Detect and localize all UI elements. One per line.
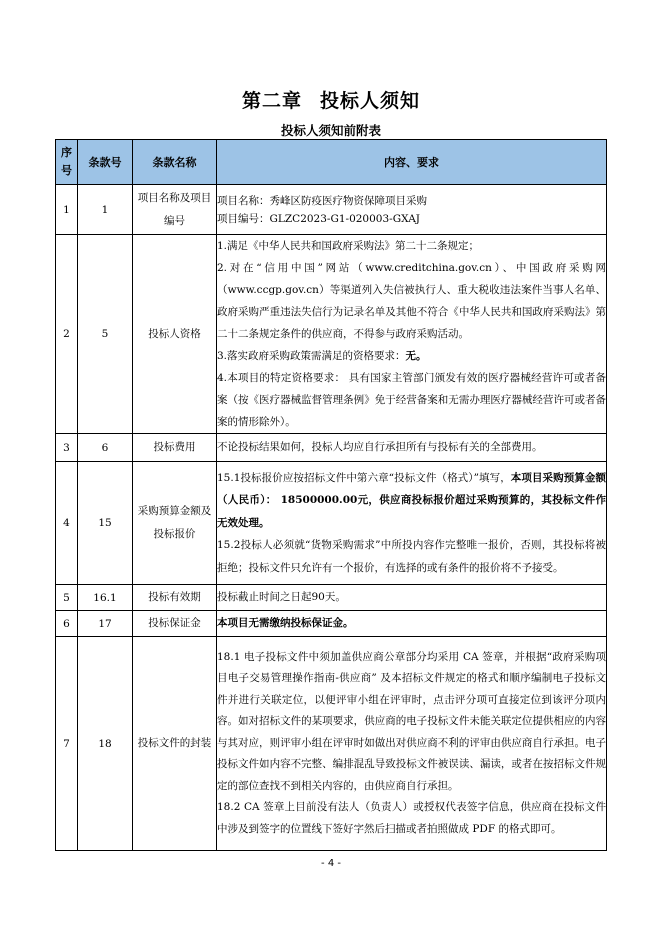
table-row bbox=[56, 235, 607, 434]
row-seq: 1 bbox=[56, 185, 78, 235]
row-seq: 7 bbox=[56, 637, 78, 851]
page-title bbox=[0, 86, 662, 113]
table-row bbox=[56, 585, 607, 611]
row-content bbox=[217, 235, 607, 434]
row-clause: 15 bbox=[78, 462, 133, 585]
row-clause-name: 投标费用 bbox=[133, 434, 217, 462]
page-number: - 4 - bbox=[321, 858, 341, 869]
row-clause: 1 bbox=[78, 185, 133, 235]
project-code-line: 项目编号：GLZC2023-G1-020003-GXAJ bbox=[217, 212, 420, 225]
table-row bbox=[56, 434, 607, 462]
chapter-number: 第二章 bbox=[241, 90, 302, 112]
row-clause-name: 投标有效期 bbox=[133, 585, 217, 611]
sealing-paragraph-1: 18.1 电子投标文件中须加盖供应商公章部分均采用 CA 签章，并根据“政府采购项目电子交易管理操作指南-供应商” 及本招标文件规定的格式和顺序编制电子投标文件并进行关联定位，以便评审小组在评审时，点击评分项可直接定位到该评分项内容。如对招标文件的某项要求，供应商的电子投标文件未能关联定位提供相应的内容与其对应，则评审小组在评审时如做出对供应商不利的评审由供应商自行承担。电子投标文件如内容不完整、编排混乱导致投标文件被误读、漏读，或者在按招标文件规定的部位查找不到相关内容的，由供应商自行承担。 bbox=[217, 650, 606, 792]
bidder-instructions-table bbox=[55, 139, 607, 851]
chapter-name: 投标人须知 bbox=[320, 90, 421, 112]
qualification-3: 3.落实政府采购政策需满足的资格要求：无。 bbox=[217, 350, 427, 362]
row-clause: 16.1 bbox=[78, 585, 133, 611]
header-content: 内容、要求 bbox=[217, 140, 607, 185]
project-name-line: 项目名称：秀峰区防疫医疗物资保障项目采购 bbox=[217, 194, 427, 207]
row-seq: 4 bbox=[56, 462, 78, 585]
header-row bbox=[56, 140, 607, 185]
row-seq: 5 bbox=[56, 585, 78, 611]
row-content bbox=[217, 185, 607, 235]
row-clause: 6 bbox=[78, 434, 133, 462]
row-content bbox=[217, 637, 607, 851]
row-content bbox=[217, 462, 607, 585]
row-clause: 17 bbox=[78, 611, 133, 637]
row-clause-name: 投标文件的封装 bbox=[133, 637, 217, 851]
header-seq: 序号 bbox=[56, 140, 78, 185]
quote-paragraph: 15.2投标人必须就“货物采购需求”中所投内容作完整唯一报价，否则，其投标将被拒绝；投标文件只允许有一个报价，有选择的或有条件的报价将不予接受。 bbox=[217, 539, 606, 574]
budget-paragraph: 15.1投标报价应按招标文件中第六章“投标文件（格式）”填写，本项目采购预算金额（人民币）： 18500000.00元，供应商投标报价超过采购预算的，其投标文件作无效处理。 bbox=[217, 471, 606, 529]
table-row bbox=[56, 462, 607, 585]
row-content: 本项目无需缴纳投标保证金。 bbox=[217, 611, 607, 637]
row-seq: 6 bbox=[56, 611, 78, 637]
row-clause-name: 投标人资格 bbox=[133, 235, 217, 434]
header-clause-name: 条款名称 bbox=[133, 140, 217, 185]
header-clause: 条款号 bbox=[78, 140, 133, 185]
qualification-3-answer: 无。 bbox=[405, 350, 427, 362]
budget-amount: 本项目采购预算金额（人民币）： 18500000.00元，供应商投标报价超过采购预算的，其投标文件作无效处理。 bbox=[217, 471, 606, 529]
qualification-4: 4.本项目的特定资格要求： 具有国家主管部门颁发有效的医疗器械经营许可或者备案（按《医疗器械监督管理条例》免于经营备案和无需办理医疗器械经营许可或者备案的情形除外）。 bbox=[217, 372, 606, 428]
table-row bbox=[56, 185, 607, 235]
table-title: 投标人须知前附表 bbox=[280, 123, 381, 138]
table-row bbox=[56, 611, 607, 637]
row-clause-name: 投标保证金 bbox=[133, 611, 217, 637]
row-clause-name: 采购预算金额及投标报价 bbox=[133, 462, 217, 585]
sealing-paragraph-2: 18.2 CA 签章上目前没有法人（负责人）或授权代表签字信息，供应商在投标文件中涉及到签字的位置线下签好字然后扫描或者拍照做成 PDF 的格式即可。 bbox=[217, 801, 606, 835]
row-clause: 5 bbox=[78, 235, 133, 434]
row-seq: 3 bbox=[56, 434, 78, 462]
table-row bbox=[56, 637, 607, 851]
row-seq: 2 bbox=[56, 235, 78, 434]
row-content: 不论投标结果如何，投标人均应自行承担所有与投标有关的全部费用。 bbox=[217, 434, 607, 462]
row-clause-name: 项目名称及项目编号 bbox=[133, 185, 217, 235]
row-clause: 18 bbox=[78, 637, 133, 851]
qualification-1: 1.满足《中华人民共和国政府采购法》第二十二条规定； bbox=[217, 240, 480, 252]
row-content: 投标截止时间之日起90天。 bbox=[217, 585, 607, 611]
qualification-2: 2.对在“信用中国”网站（www.creditchina.gov.cn）、中国政府采购网（www.ccgp.gov.cn）等渠道列入失信被执行人、重大税收违法案件当事人名单、政府采购严重违法失信行为记录名单及其他不符合《中华人民共和国政府采购法》第二十二条规定条件的供应商，不得参与政府采购活动。 bbox=[217, 262, 606, 340]
